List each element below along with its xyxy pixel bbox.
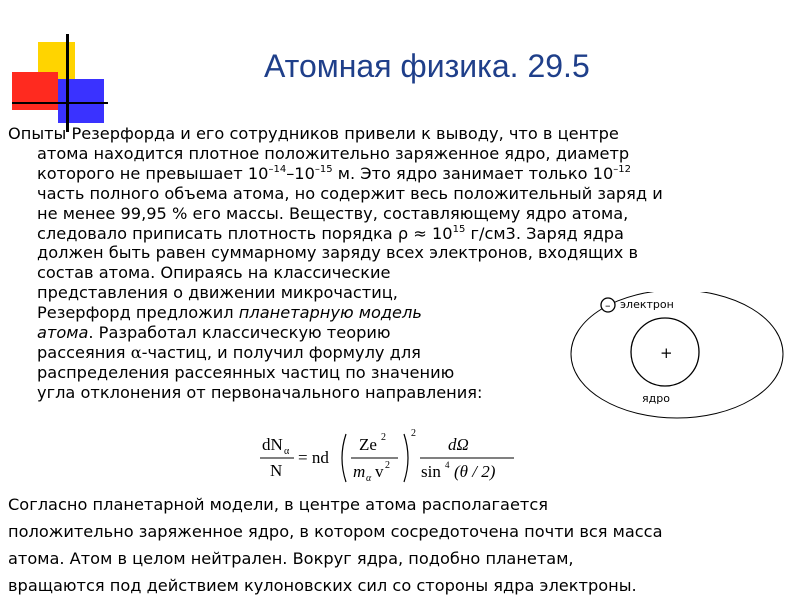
- formula-inner-den-m: m: [353, 462, 366, 481]
- decor-vertical-line: [66, 34, 69, 132]
- p1-line-11: атома. Разработал классическую теорию: [37, 323, 391, 343]
- formula-lhs-denominator: N: [270, 461, 283, 480]
- paragraph-planetary-model: [8, 491, 793, 599]
- formula-equals-nd: = nd: [298, 448, 329, 467]
- formula-lhs-subscript: α: [284, 446, 290, 457]
- p2-line-4: вращаются под действием кулоновских сил со стороны ядра электроны.: [8, 576, 637, 595]
- formula-lhs-numerator: dN: [262, 435, 283, 454]
- formula-inner-den-sup: 2: [385, 460, 390, 471]
- p2-line-3: атома. Атом в целом нейтрален. Вокруг ядра, подобно планетам,: [8, 549, 574, 568]
- formula-rhs-den-sin: sin: [421, 462, 441, 481]
- electron-orbit: [571, 292, 783, 418]
- p1-line-3: которого не превышает $10^{-14}-10^{-15}$ м. Это ядро занимает только $10^{-12}$: [37, 163, 631, 183]
- formula-rhs-numerator: dΩ: [448, 435, 469, 454]
- p1-line-6: следовало приписать плотность порядка $\rho \approx 10^{15}$ г/см3. Заряд ядра: [37, 223, 624, 243]
- formula-right-paren: [404, 434, 408, 482]
- electron-minus-sign: –: [605, 299, 611, 312]
- p1-line-12: рассеяния α-частиц, и получил формулу для: [37, 342, 421, 362]
- formula-inner-numerator: Ze: [359, 435, 377, 454]
- p1-line-8: состав атома. Опираясь на классические: [37, 263, 391, 283]
- formula-inner-den-sub: α: [366, 473, 372, 484]
- p1-line-5: не менее 99,95 % его массы. Веществу, составляющему ядро атома,: [37, 203, 629, 223]
- nucleus-label: ядро: [642, 392, 670, 405]
- formula-rhs-den-sup: 4: [445, 460, 450, 470]
- formula-left-paren: [342, 434, 346, 482]
- formula-inner-den-v: v: [375, 462, 384, 481]
- formula-rhs-den-arg: (θ / 2): [454, 462, 496, 481]
- p1-line-7: должен быть равен суммарному заряду всех электронов, входящих в: [37, 243, 639, 263]
- p2-line-1: Согласно планетарной модели, в центре атома располагается: [8, 495, 548, 514]
- electron-label: электрон: [620, 298, 674, 311]
- formula-inner-numerator-sup: 2: [381, 432, 386, 443]
- planetary-atom-diagram: [568, 292, 786, 450]
- decor-blue-square: [58, 79, 104, 123]
- formula-outer-sup: 2: [411, 428, 416, 439]
- p1-line-10: Резерфорд предложил планетарную модель: [37, 303, 422, 323]
- decor-horizontal-line: [12, 102, 108, 104]
- p1-line-9: представления о движении микрочастиц,: [37, 283, 398, 303]
- slide-title: Атомная физика. 29.5: [264, 48, 590, 84]
- p2-line-2: положительно заряженное ядро, в котором сосредоточена почти вся масса: [8, 522, 663, 541]
- nucleus-plus-sign: +: [660, 344, 673, 362]
- rutherford-formula: [258, 428, 528, 486]
- p1-line-1: Опыты Резерфорда и его сотрудников привели к выводу, что в центре: [8, 124, 619, 143]
- p1-line-14: угла отклонения от первоначального направления:: [37, 382, 483, 402]
- decor-red-square: [12, 72, 58, 110]
- p1-line-4: часть полного объема атома, но содержит весь положительный заряд и: [37, 183, 663, 203]
- p1-line-2: атома находится плотное положительно заряженное ядро, диаметр: [37, 143, 630, 163]
- p1-line-13: распределения рассеянных частиц по значению: [37, 362, 455, 382]
